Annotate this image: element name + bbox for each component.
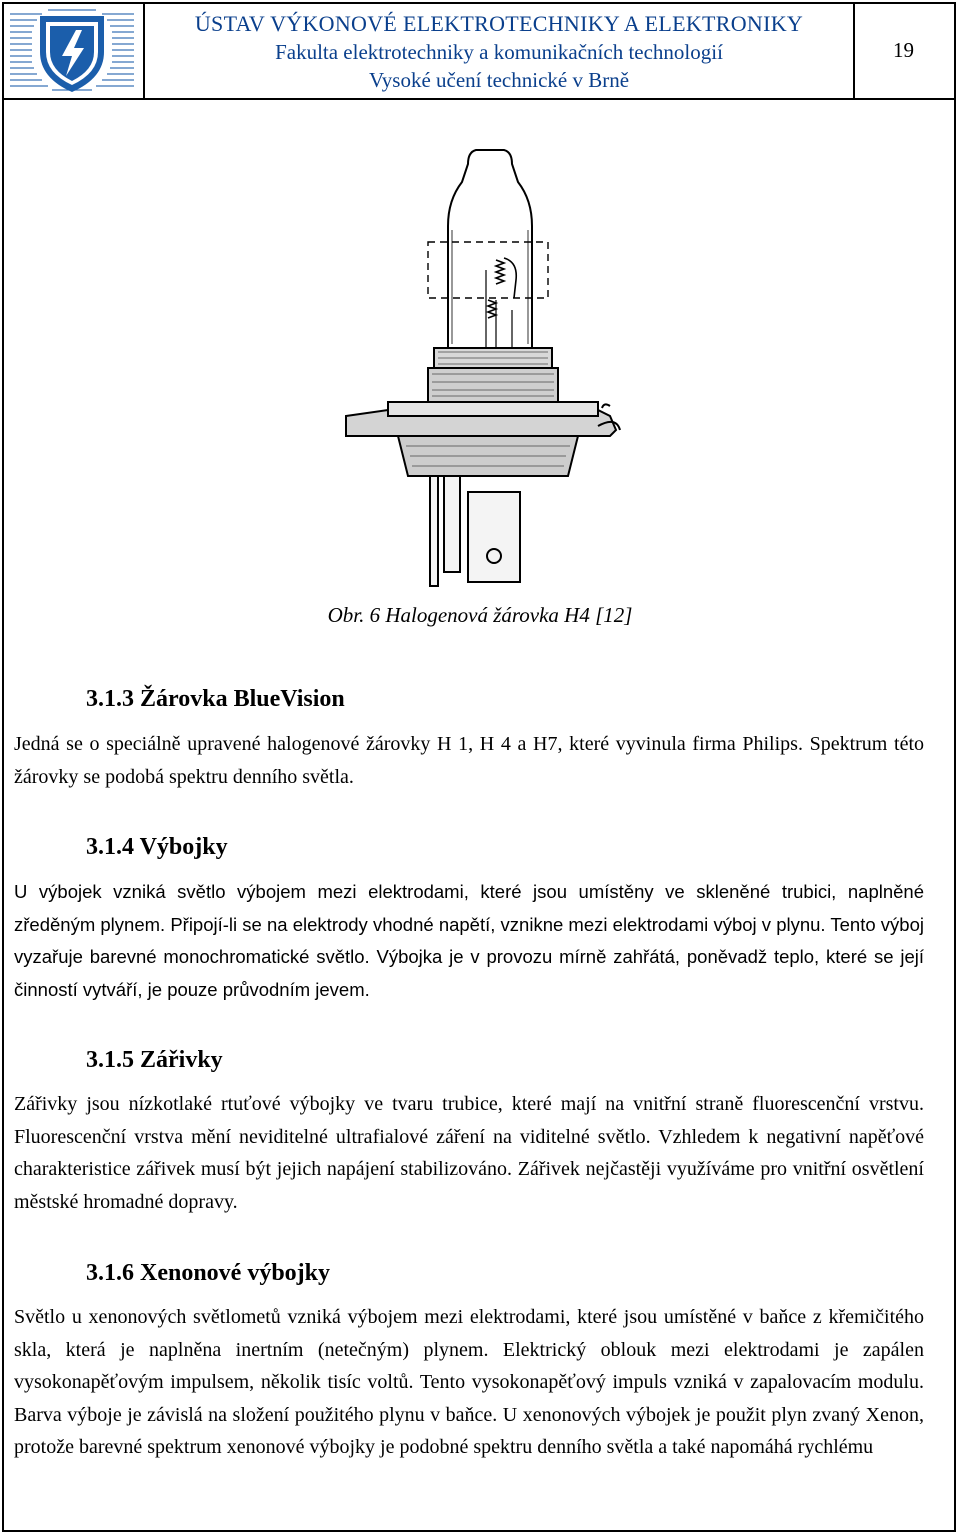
halogen-bulb-h4-drawing-icon <box>298 130 638 600</box>
faculty-name: Fakulta elektrotechniky a komunikačních technologií <box>275 40 723 64</box>
section-heading-vybojky: 3.1.4 Výbojky <box>86 834 228 860</box>
header-title-block <box>145 2 855 98</box>
section-heading-bluevision: 3.1.3 Žárovka BlueVision <box>86 686 345 712</box>
institute-name: ÚSTAV VÝKONOVÉ ELEKTROTECHNIKY A ELEKTRONIKY <box>194 11 804 36</box>
page-header <box>2 2 956 100</box>
section-heading-zarivky: 3.1.5 Zářivky <box>86 1047 223 1073</box>
section-paragraph-xenon: Světlo u xenonových světlometů vzniká výbojem mezi elektrodami, které jsou umístěné v baňce z křemičitého skla, která je naplněna inertním (netečným) plynem. Elektrický oblouk mezi elektrodami je zapálen vysokonapěťovým impulsem, několik tisíc voltů. Tento vysokonapěťový impuls vzniká v zapalovacím modulu. Barva výboje je závislá na složení použitého plynu v baňce. U xenonových výbojek je použit plyn zvaný Xenon, protože barevné spektrum xenonové výbojky je podobné spektru denního světla a také napomáhá rychlému <box>14 1306 924 1458</box>
section-paragraph-bluevision: Jedná se o speciálně upravené halogenové žárovky H 1, H 4 a H7, které vyvinula firma Philips. Spektrum této žárovky se podobá spektru denního světla. <box>14 733 924 788</box>
shield-lightning-logo-icon <box>2 2 143 98</box>
logo-cell <box>2 2 145 98</box>
section-paragraph-vybojky: U výbojek vzniká světlo výbojem mezi elektrodami, které jsou umístěny ve skleněné trubici, naplněné zředěným plynem. Připojí-li se na elektrody vhodné napětí, vznikne mezi elektrodami výboj v plynu. Tento výboj vyzařuje barevné monochromatické světlo. Výbojka je v provozu mírně zahřátá, poněvadž teplo, které se její činností vytváří, je pouze průvodním jevem. <box>14 881 924 1000</box>
section-paragraph-zarivky: Zářivky jsou nízkotlaké rtuťové výbojky ve tvaru trubice, které mají na vnitřní straně fluorescenční vrstvu. Fluorescenční vrstva mění neviditelné ultrafialové záření na viditelné světlo. Vzhledem k negativní napěťové charakteristice zářivek musí být jejich napájení stabilizováno. Zářivek nejčastěji využíváme pro vnitřní osvětlení městské hromadné dopravy. <box>14 1093 924 1213</box>
halogen-bulb-figure <box>298 130 638 600</box>
university-name: Vysoké učení technické v Brně <box>368 68 630 92</box>
section-heading-xenon: 3.1.6 Xenonové výbojky <box>86 1260 331 1286</box>
page-number: 19 <box>893 37 914 62</box>
figure-caption: Obr. 6 Halogenová žárovka H4 [12] <box>327 603 633 627</box>
